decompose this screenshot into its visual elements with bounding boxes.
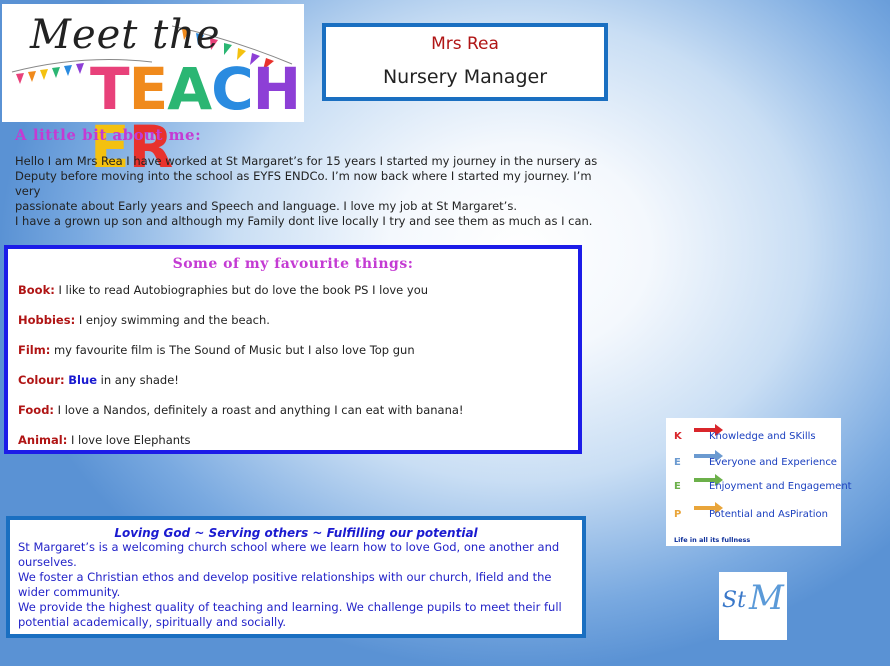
favourite-label: Film: <box>18 343 51 357</box>
values-panel <box>666 418 852 546</box>
logo-letter: E <box>128 55 168 123</box>
favourites-box <box>4 245 582 454</box>
teacher-name-box <box>322 23 608 101</box>
ethos-paragraph: We provide the highest quality of teaching and learning. We challenge pupils to meet their full potential academically, spiritually and socially. <box>18 600 562 629</box>
school-crest <box>719 572 787 640</box>
values-footer: Life in all its fullness <box>674 536 751 544</box>
school-ethos-box <box>6 516 586 638</box>
favourite-animal <box>18 433 191 447</box>
value-letter: E <box>674 481 681 492</box>
ethos-title: Loving God ~ Serving others ~ Fulfilling our potential <box>114 526 478 540</box>
logo-letter: T <box>90 55 129 123</box>
favourite-text: I love love Elephants <box>67 433 191 447</box>
about-line: I have a grown up son and although my Family dont live locally I try and see them as much as I can. <box>15 214 593 228</box>
crest-st: St <box>722 588 746 613</box>
value-text: Knowledge and SKills <box>709 431 816 442</box>
favourite-food <box>18 403 464 417</box>
about-text <box>15 154 615 229</box>
value-text: Potential and AsPiration <box>709 509 829 520</box>
about-line: Hello I am Mrs Rea I have worked at St Margaret’s for 15 years I started my journey in the nursery as <box>15 154 598 168</box>
favourite-label: Food: <box>18 403 55 417</box>
logo-script-text: Meet the <box>30 12 221 58</box>
logo-letter: R <box>128 113 173 181</box>
favourite-colour <box>18 373 179 387</box>
about-heading: A little bit about me: <box>15 126 202 144</box>
about-line: Deputy before moving into the school as EYFS ENDCo. I’m now back where I started my journey. I’m very <box>15 169 592 198</box>
logo-letter: A <box>167 55 212 123</box>
logo-letter: C <box>211 55 253 123</box>
logo-letter: E <box>90 113 129 181</box>
value-letter: E <box>674 457 681 468</box>
ethos-paragraph: We foster a Christian ethos and develop positive relationships with our church, Ifield and the wider community. <box>18 570 552 599</box>
favourite-hobbies <box>18 313 270 327</box>
about-line: passionate about Early years and Speech and language. I love my job at St Margaret’s. <box>15 199 517 213</box>
favourites-title: Some of my favourite things: <box>172 256 414 272</box>
ethos-body <box>18 540 573 630</box>
favourite-text: my favourite film is The Sound of Music but I also love Top gun <box>50 343 415 357</box>
favourite-text: in any shade! <box>97 373 179 387</box>
favourite-label: Hobbies: <box>18 313 76 327</box>
favourite-film <box>18 343 415 357</box>
favourite-label: Book: <box>18 283 55 297</box>
value-letter: P <box>674 509 682 520</box>
favourite-text: I enjoy swimming and the beach. <box>75 313 270 327</box>
favourite-colour-value: Blue <box>68 373 97 387</box>
value-text: Enjoyment and Engagement <box>709 481 852 492</box>
crest-m: M <box>749 578 784 618</box>
favourite-text: I like to read Autobiographies but do love the book PS I love you <box>54 283 429 297</box>
favourite-book <box>18 283 428 297</box>
teacher-name: Mrs Rea <box>431 34 499 54</box>
teacher-role: Nursery Manager <box>382 66 548 88</box>
favourite-label: Animal: <box>18 433 68 447</box>
value-text: Everyone and Experience <box>709 457 837 468</box>
favourite-label: Colour: <box>18 373 65 387</box>
ethos-paragraph: St Margaret’s is a welcoming church school where we learn how to love God, one another and ourselves. <box>18 540 560 569</box>
favourite-text: I love a Nandos, definitely a roast and anything I can eat with banana! <box>54 403 464 417</box>
value-letter: K <box>674 431 682 442</box>
logo-letter: H <box>252 55 301 123</box>
